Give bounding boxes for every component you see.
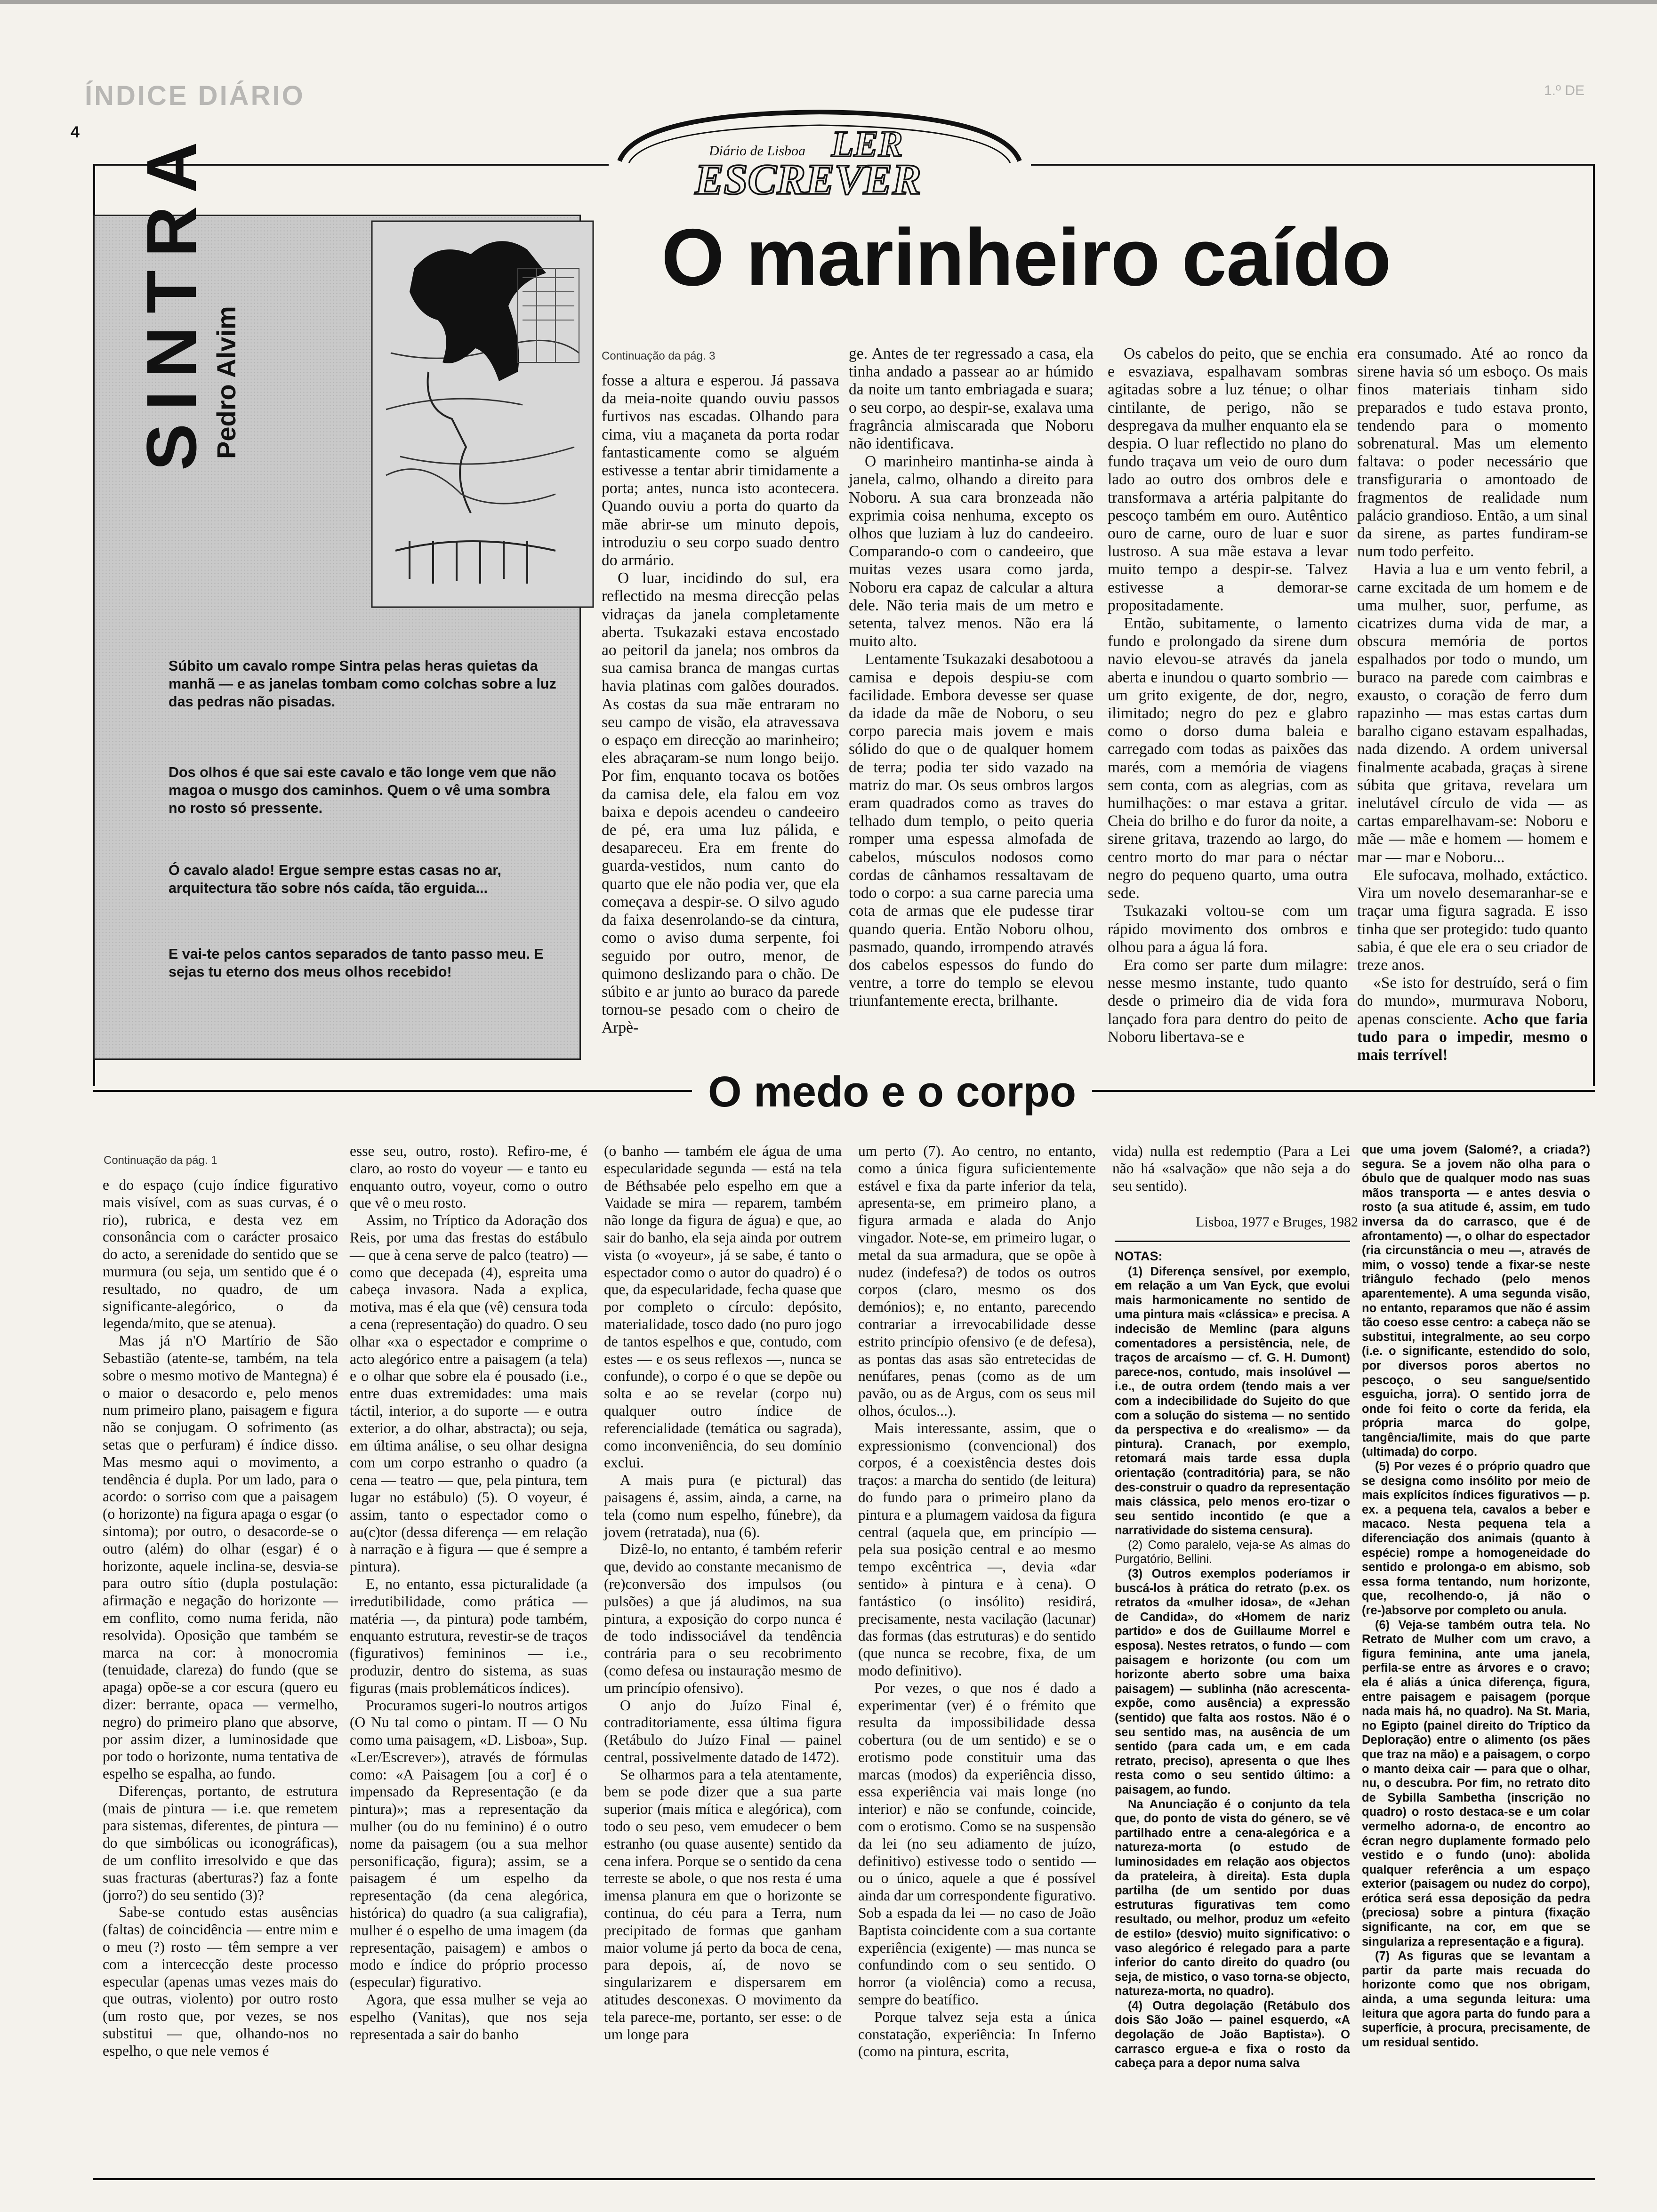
page-number: 4: [71, 123, 80, 141]
paragraph: E, no entanto, essa picturalidade (a irredutibilidade, como prática — matéria —, da pintura) pode também, enquanto estrutura, revestir-se de traços (figurativos) femininos — i.e., produzir, dentro do sistema, as suas figuras (mais problemáticos índices).: [350, 1575, 587, 1696]
poem-title: SINTRA: [132, 128, 211, 471]
paragraph: esse seu, outro, rosto). Refiro-me, é claro, ao rosto do voyeur — e tanto eu enquanto outro, voyeur, como o outro que vê o meu rosto.: [350, 1143, 587, 1211]
note: (2) Como paralelo, veja-se As almas do Purgatório, Bellini.: [1115, 1538, 1350, 1566]
dateline: Lisboa, 1977 e Bruges, 1982: [1196, 1214, 1358, 1230]
article-title: O medo e o corpo: [692, 1067, 1092, 1117]
poem-stanza: Súbito um cavalo rompe Sintra pelas heras quietas da manhã — e as janelas tombam como colchas sobre a luz das pedras não pisadas.: [169, 658, 556, 710]
paragraph: Mais interessante, assim, que o expressionismo (convencional) dos corpos, é a coexistência destes dois traços: a marcha do sentido (de leitura) do fundo para o primeiro plano da pintura e a plumagem vaidosa da figura central (aquela que, em princípio — pela sua posição central e ao mesmo tempo excêntrica —, devia «dar sentido» à pintura e à cena). O fantástico (o insólito) residirá, precisamente, nesta vacilação (lacunar) das formas (das estruturas) e do sentido (que nunca se recobre, fixa, de um modo definitivo).: [858, 1419, 1096, 1679]
poem-stanza: E vai-te pelos cantos separados de tanto passo meu. E sejas tu eterno dos meus olhos recebido!: [169, 946, 544, 980]
paragraph: Havia a lua e um vento febril, a carne excitada de um homem e de uma mulher, suor, perfume, as cicatrizes duma vida de mar, a obscura memória de portos espalhados por todo o mundo, um buraco na parede com caimbras e exausto, o coração de ferro dum rapazinho — mas estas cartas dum baralho cigano estavam espalhadas, nada dizendo. A ordem universal finalmente acabada, graças à sirene súbita que gritava, revelara um inelutável círculo de vida — as cartas emparelhavam-se: Noboru e mãe — mãe e homem — homem e mar — mar e Noboru...: [1357, 561, 1588, 866]
article-column: [1357, 345, 1588, 1065]
article-column: [103, 1177, 338, 2174]
article-column: [858, 1143, 1096, 2174]
frame-bottom: [93, 2178, 1595, 2180]
notes-column: [1115, 1246, 1350, 2176]
notes-divider: [1115, 1241, 1350, 1242]
continuation-note: Continuação da pág. 3: [602, 350, 716, 362]
paragraph: Ele sufocava, molhado, extáctico. Vira um novelo desemaranhar-se e traçar uma figura sagrada. E isso tinha que ser protegido: tudo quanto sabia, é que ele era o seu criador de treze anos.: [1357, 866, 1588, 974]
paragraph: e do espaço (cujo índice figurativo mais visível, com as suas curvas, é o rio), rubrica, e desta vez em consonância com o carácter prosaico do acto, a serenidade do sentido que se murmura (ou seja, um sentido que é o resultado, no quadro, de um significante-alegórico, o da legenda/mito, que se atenua).: [103, 1177, 338, 1332]
notes-title: NOTAS:: [1115, 1249, 1163, 1263]
paragraph: Porque talvez seja esta a única constatação, experiência: In Inferno (como na pintura, escrita,: [858, 2008, 1096, 2060]
masthead-top: ÍNDICE DIÁRIO: [85, 80, 305, 111]
poem-author: Pedro Alvim: [211, 306, 241, 459]
paragraph: Dizê-lo, no entanto, é também referir que, devido ao constante mecanismo de (re)conversão dos impulsos (ou pulsões) a que já aludimos, na sua pintura, a exposição do corpo nunca é de todo indissociável da tendência contrária para o seu recobrimento (como defesa ou instauração mesmo de um princípio ofensivo).: [604, 1541, 842, 1696]
paragraph: um perto (7). Ao centro, no entanto, como a única figura suficientemente estável e fixa da parte inferior da tela, apresenta-se, em primeiro plano, a figura armada e alada do Anjo vingador. Note-se, em primeiro lugar, o metal da sua armadura, que se opõe à nudez (indefesa?) de todos os outros corpos (claro, mesmo os dos demónios); e, no entanto, parecendo contrariar a irrevocabilidade desse estrito princípio ofensivo (e de defesa), as pontas das asas são entretecidas de nenúfares, penas (como as de um pavão, ou as de Argus, com os seus mil olhos, óculos...).: [858, 1143, 1096, 1419]
frame-top-right: [1031, 164, 1595, 166]
masthead-right: 1.º DE: [1544, 83, 1585, 98]
paragraph: Agora, que essa mulher se veja ao espelho (Vanitas), que nos seja representada a sair do banho: [350, 1991, 587, 2043]
note: (4) Outra degolação (Retábulo dos dois São João — painel esquerdo, «A degolação de João Baptista»). O carrasco ergue-a e fixa o rosto da cabeça para a depor numa salva: [1115, 1999, 1350, 2070]
paragraph: Assim, no Tríptico da Adoração dos Reis, por uma das frestas do estábulo — que à cena serve de palco (teatro) — como que decepada (4), espreita uma cabeça invasora. Nada a explica, motiva, mas é ela que (vê) censura toda a cena (representação) do quadro. O seu olhar «xa o espectador e comprime o acto alegórico entre a paisagem (a tela) e o olhar que sobre ela é pousado (i.e., entre duas extremidades: uma mais táctil, interior, a do suporte — e outra exterior, a do olhar, abstracta); ou seja, em última análise, o seu olhar designa com um corpo estranho o quadro (a cena — teatro — que, pela pintura, tem lugar no estábulo) (5). O voyeur, é assim, tanto o espectador como o au(c)tor (dessa diferença — em relação à narração e à figura — que é sempre a pintura).: [350, 1212, 587, 1575]
paragraph: vida) nulla est redemptio (Para a Lei não há «salvação» que não seja a do seu sentido).: [1112, 1143, 1350, 1194]
paragraph: Se olharmos para a tela atentamente, bem se pode dizer que a sua parte superior (mais mítica e alegórica), com todo o seu peso, vem emudecer o bem estranho (ou quase ausente) sentido da cena infera. Porque se o sentido da cena terreste se abole, o que nos resta é uma imensa planura em que o horizonte se continua, do céu para a Terra, num precipitado de formas que ganham maior volume já perto da boca de cena, para depois, aí, de novo se singularizarem e dispersarem em atitudes desconexas. O movimento da tela parece-me, portanto, ser esse: o de um longe para: [604, 1766, 842, 2043]
paragraph: [1357, 974, 1588, 1064]
paragraph: A mais pura (e pictural) das paisagens é, assim, ainda, a carne, na tela (como num espelho, fúnebre), da jovem (retratada), nua (6).: [604, 1472, 842, 1540]
note: (3) Outros exemplos poderíamos ir buscá-los à prática do retrato (p.ex. os retratos da «mulher idosa», de «Jehan de Candida», do «Homem de nariz partido» e dos de Guillaume Morrel e esposa). Nestes retratos, o fundo — com paisagem e horizonte (ou com um horizonte aberto sobre uma baixa paisagem) — sublinha (não acrescenta-expõe, como ausência) a expressão (sentido) que falta aos rostos. Não é o seu sentido mas, na ausência de um sentido (para cada um, e em cada retrato, preciso), apresenta o que lhes resta como o seu sentido último: a paisagem, ao fundo.: [1115, 1567, 1350, 1796]
note: (6) Veja-se também outra tela. No Retrato de Mulher com um cravo, a figura feminina, ante uma janela, perfila-se entre as árvores e o cravo; ela é aliás a única diferença, figura, entre paisagem e paisagem (porque nada mais há, no quadro). Na St. Maria, no Egipto (painel direito do Tríptico da Deploração) entre o alimento (os pães que traz na mão) e a paisagem, o corpo o manto deixa cair — para que o olhar, nu, o descubra. Por fim, no retrato dito de Sybilla Sambetha (inscrição no quadro) o rosto destaca-se e um colar vermelho adorna-o, de encontro ao écran negro duplamente formado pelo vestido e o fundo (uno): abolida qualquer referência a um espaço exterior (paisagem ou nudez do corpo), erótica será essa deposição da pedra (preciosa) sobre a pintura (fixação significante, na cor, em que se singulariza a representação e a figura).: [1362, 1618, 1590, 1948]
article-column: [602, 372, 839, 1064]
note: (5) Por vezes é o próprio quadro que se designa como insólito por meio de mais explícitos índices figurativos — p. ex. a pequena tela, cavalos a beber e macaco. Nesta pequena tela a diferenciação dos animais (quanto à espécie) rompe a homogeneidade do sentido e prolonga-o em abismo, sob essa forma tentando, num horizonte, que, recolhendo-o, já não o (re-)absorve por completo ou anula.: [1362, 1460, 1590, 1617]
note: (7) As figuras que se levantam a partir da parte mais recuada do horizonte como que nos obrigam, ainda, a uma segunda leitura: uma leitura que agora parta do fundo para a superfície, à procura, precisamente, de um residual sentido.: [1362, 1949, 1590, 2049]
frame-right: [1593, 164, 1595, 1086]
note: Na Anunciação é o conjunto da tela que, do ponto de vista do género, se vê partilhado entre a cena-alegórica e a natureza-morta (o estudo de luminosidades em relação aos objectos da prateleira, à direita). Esta dupla partilha (de um sentido por duas estruturas figurativas tem como resultado, ou melhor, produz um «efeito de estilo» (desvio) muito significativo: o vaso alegórico é relegado para a parte inferior do canto direito do quadro (ou seja, de misticо, o vaso torna-se objecto, natureza-morta, no quadro).: [1115, 1797, 1350, 1998]
section-logo: [610, 104, 1029, 202]
paragraph: Diferenças, portanto, de estrutura (mais de pintura — i.e. que remetem para sistemas, diferentes, de pintura — do que simbólicas ou iconográficas), de um conflito irresolvido e que das suas fracturas (aberturas?) faz a fonte (jorro?) do seu sentido (3)?: [103, 1782, 338, 1903]
bold-ending: Acho que faria tudo para o impedir, mesmo o mais terrível!: [1357, 1010, 1588, 1064]
article-column: [1112, 1143, 1350, 1194]
logo-escrever: ESCREVER: [695, 155, 921, 203]
top-edge: [0, 0, 1657, 4]
paragraph: Tsukazaki voltou-se com um rápido movimento dos ombros e olhou para a água lá fora.: [1108, 902, 1348, 956]
notes-column: [1362, 1143, 1590, 2176]
paragraph: Os cabelos do peito, que se enchia e esvaziava, espalhavam sombras agitadas sobre a luz ténue; o olhar cintilante, de perigo, não se despregava da mulher enquanto ela se despia. O luar reflectido no plano do fundo traçava um veio de ouro dum lado ao outro dos ombros dele e transformava a artéria palpitante do pescoço também em ouro. Autêntico ouro de carne, ouro de luar e suor lustroso. A sua mãe estava a levar muito tempo a despir-se. Talvez estivesse a demorar-se propositadamente.: [1108, 345, 1348, 614]
poem-stanza: Ó cavalo alado! Ergue sempre estas casas no ar, arquitectura tão sobre nós caída, tão erguida...: [169, 862, 501, 896]
logo-ler: LER: [831, 123, 903, 164]
paragraph: Procuramos sugeri-lo noutros artigos (O Nu tal como o pintam. II — O Nu como uma paisagem, «D. Lisboa», Sup. «Ler/Escrever»), através de fórmulas como: «A Paisagem [ou a cor] é o impensado da Representação (e da pintura)»; mas a representação da mulher (ou do nu feminino) é o outro nome da paisagem (ou a sua melhor personificação, figura); assim, se a paisagem é um espelho da representação (da cena alegórica, histórica) do quadro (a sua caligrafia), mulher é o espelho de uma imagem (da representação, paisagem) e ambos o modo e índice do próprio processo (especular) figurativo.: [350, 1697, 587, 1991]
paragraph: O marinheiro mantinha-se ainda à janela, calmo, olhando a direito para Noboru. A sua cara bronzeada não exprimia coisa nenhuma, excepto os olhos que luziam à luz do candeeiro. Comparando-o com o candeeiro, que muitas vezes usara como jarda, Noboru era capaz de calcular a altura dele. Não teria mais de um metro e setenta, talvez menos. Não era lá muito alto.: [849, 453, 1094, 650]
paragraph: (o banho — também ele água de uma especularidade segunda — está na tela de Béthsabée pelo espelho em que a Vaidade se mira — reparem, também não longe da figura de água) e que, ao sair do banho, ela seja ainda por outrem vista (o «voyeur», já se sabe, é tanto o espectador como o autor do quadro) é o que, da especularidade, fecha quase que por completo o círculo: depósito, materialidade, tosco dado (no puro jogo de tantos espelhos e que, contudo, com estes — e os seus reflexos —, nunca se confunde), o corpo é o que se depõe ou solta e ao se revelar (corpo nu) qualquer outro índice de referencialidade (temática ou sagrada), como inconveniência, do seu domínio exclui.: [604, 1143, 842, 1471]
note: que uma jovem (Salomé?, a criada?) segura. Se a jovem não olha para o óbulo que de qualquer modo nas suas mãos transporta — e antes desvia o rosto (a sua atitude é, assim, em tudo inversa da do carrasco, que é de afrontamento) —, o olhar do espectador (ria circunstância o meu —, através de mim, o vosso) tende a fixar-se neste triângulo fechado (pelo menos aparentemente). A uma segunda visão, no entanto, reparamos que não é assim tão coeso esse centro: a cabeça não se substitui, integralmente, ao seu corpo (i.e. o significante, estendido do solo, por diversos poros abertos no pescoço, o seu sangue/sentido esguicha, jorra). O sentido jorra de onde foi feito o corte da ferida, ela própria marca do golpe, tangência/limite, mais do que parte (ultimada) do corpo.: [1362, 1143, 1590, 1459]
article-column: [849, 345, 1094, 1065]
paragraph-text: «Se isto for destruído, será o fim do mundo», murmurava Noboru, apenas consciente.: [1357, 974, 1588, 1028]
logo-newspaper-name: Diário de Lisboa: [709, 143, 806, 159]
paragraph: Então, subitamente, o lamento fundo e prolongado da sirene dum navio elevou-se através da janela aberta e inundou o quarto sombrio — um grito exigente, de dor, negro, ilimitado; negro do pez e glabro como o dorso duma baleia e carregado com todas as paixões das marés, com a memória de viagens sem conta, com as alegrias, com as humilhações: o mar estava a gritar. Cheia do brilho e do furor da noite, a sirene gritava, trazendo ao largo, do centro morto do mar para o néctar negro do pequeno quarto, uma outra sede.: [1108, 615, 1348, 902]
horse-illustration: [358, 212, 603, 617]
continuation-note: Continuação da pág. 1: [104, 1154, 217, 1167]
paragraph: O luar, incidindo do sul, era reflectido na mesma direcção pelas vidraças da janela completamente aberta. Tsukazaki estava encostado ao peitoril da janela; nos ombros da sua camisa branca de mangas curtas havia platinas com galões dourados. As costas da sua mãe entraram no seu campo de visão, ela atravessava o espaço em direcção ao marinheiro; eles abraçaram-se num longo beijo. Por fim, enquanto tocava os botões da camisa dele, ela falou em voz baixa e depois acendeu o candeeiro de pé, era uma luz pálida, e desapareceu. Era em frente do guarda-vestidos, num canto do quarto que ele não podia ver, que ela começava a despir-se. O silvo agudo da faixa desenrolando-se da cintura, como o aviso duma serpente, foi seguido por outro, menor, de quimono deslizando para o chão. De súbito e ar junto ao buraco da parede tornou-se pesado com o cheiro de Arpè-: [602, 569, 839, 1037]
paragraph: Mas já n'O Martírio de São Sebastião (atente-se, também, na tela sobre o mesmo motivo de Mantegna) é o maior o desacordo e, pelo menos num primeiro plano, paisagem e figura não se conjugam. O sofrimento (as setas que o perfuram) é índice disso. Mas mesmo aqui o movimento, a tendência é dupla. Por um lado, para o acordo: o sorriso com que a paisagem (o horizonte) na figura apaga o esgar (o sintoma); por outro, o desacorde-se o outro (além) do olhar (esgar) é o horizonte, aquele inclina-se, desvia-se para outro sítio (dupla postulação: afirmação e negação do horizonte — em conflito, como numa ferida, não resolvida). Oposição que também se marca na cor: à monocromia (tenuidade, clareza) do fundo (que se apaga) opõe-se a cor escura (quero eu dizer: berrante, opaca — vermelho, negro) do primeiro plano que absorve, por assim dizer, a luminosidade que por todo o horizonte, numa tentativa de espelho se espalha, ao fundo.: [103, 1332, 338, 1782]
paragraph: O anjo do Juízo Final é, contraditoriamente, essa última figura (Retábulo do Juízo Final — painel central, possivelmente datado de 1472).: [604, 1697, 842, 1765]
article-column: [350, 1143, 587, 2174]
paragraph: era consumado. Até ao ronco da sirene havia só um esboço. Os mais finos materiais tinham sido preparados e tudo estava pronto, tendendo para o momento sobrenatural. Mas um elemento faltava: o poder necessário que transfiguraria o amontoado de fragmentos de realidade num palácio grandioso. Então, a um sinal da sirene, as partes fundiram-se num todo perfeito.: [1357, 345, 1588, 561]
paragraph: Lentamente Tsukazaki desabotoou a camisa e depois despiu-se com facilidade. Embora devesse ser quase da idade da mãe de Noboru, o seu corpo parecia mais jovem e mais sólido do que o de qualquer homem de terra; podia ter sido vazado na matriz do mar. Os seus ombros largos eram quadrados como as traves do telhado dum templo, o peito queria romper uma espessa almofada de cabelos, músculos nodosos como cordas de cânhamos ressaltavam de todo o corpo: a sua carne parecia uma cota de armas que ele pudesse tirar quando queria. Então Noboru olhou, pasmado, quando, irrompendo através dos cabelos espessos do fundo do ventre, a torre do templo se elevou triunfantemente erecta, brilhante.: [849, 650, 1094, 1010]
article-title: O marinheiro caído: [661, 212, 1391, 303]
note: (1) Diferença sensível, por exemplo, em relação a um Van Eyck, que evolui mais harmonicamente no sentido de uma pintura mais «clássica» e precisa. A indecisão de Memlinc (para alguns comentadores a persistência, nele, de traços de arcaísmo — cf. G. H. Dumont) parece-nos, contudo, mais insolúvel — i.e., de outra ordem (tendo mais a ver com a indecibilidade do Sujeito do que com a solução do sistema — no sentido da perspectiva e do «realismo» — da pintura). Cranach, por exemplo, retomará mais tarde essa dupla orientação (contraditória) para, se não des-construir o quadro da representação mais clássica, pelo menos ero-tizar o seu sentido incontido (e que a narratividade do sistema censura).: [1115, 1265, 1350, 1538]
paragraph: ge. Antes de ter regressado a casa, ela tinha andado a passear ao ar húmido da noite um tanto embriagada e suara; o seu corpo, ao despir-se, exalava uma fragrância almiscarada que Noboru não identificava.: [849, 345, 1094, 453]
paragraph: Era como ser parte dum milagre: nesse mesmo instante, tudo quanto desde o primeiro dia de vida fora lançado fora para dentro do peito de Noboru libertava-se e: [1108, 956, 1348, 1046]
poem-stanza: Dos olhos é que sai este cavalo e tão longe vem que não magoa o musgo dos caminhos. Quem o vê uma sombra no rosto só pressente.: [169, 764, 556, 816]
paragraph: Sabe-se contudo estas ausências (faltas) de coincidência — entre mim e o meu (?) rosto — têm sempre a ver com a intercecção deste processo especular (apenas umas vezes mais do que outras, violento) por outro rosto (um rosto que, por vezes, se nos substitui — que, olhando-nos no espelho, o que nele vemos é: [103, 1904, 338, 2059]
paragraph: fosse a altura e esperou. Já passava da meia-noite quando ouviu passos furtivos nas escadas. Olhando para cima, viu a maçaneta da porta rodar fantasticamente como se alguém estivesse a tentar abrir timidamente a porta; antes, nunca isto acontecera. Quando ouviu a porta do quarto da mãe abrir-se um minuto depois, introduziu o seu corpo suado dentro do armário.: [602, 372, 839, 569]
article-column: [604, 1143, 842, 2174]
article-column: [1108, 345, 1348, 1065]
paragraph: Por vezes, o que nos é dado a experimentar (ver) é o frémito que resulta da impossibilidade dessa cobertura (ou de um sentido) e se o erotismo pode constituir uma das marcas (modos) da experiência disso, essa experiência vai mais longe (no interior) e não se confunde, coincide, com o erotismo. Como se na suspensão da lei (no seu adiamento de juízo, definitivo) estivesse todo o sentido — ou o único, aquele a que é possível ainda dar um correspondente figurativo. Sob a espada da lei — no caso de João Baptista coincidente com a sua cortante experiência (exigente) — mas nunca se confundindo com o seu sentido. O horror (a violência) como a recusa, sempre do beatífico.: [858, 1679, 1096, 2008]
